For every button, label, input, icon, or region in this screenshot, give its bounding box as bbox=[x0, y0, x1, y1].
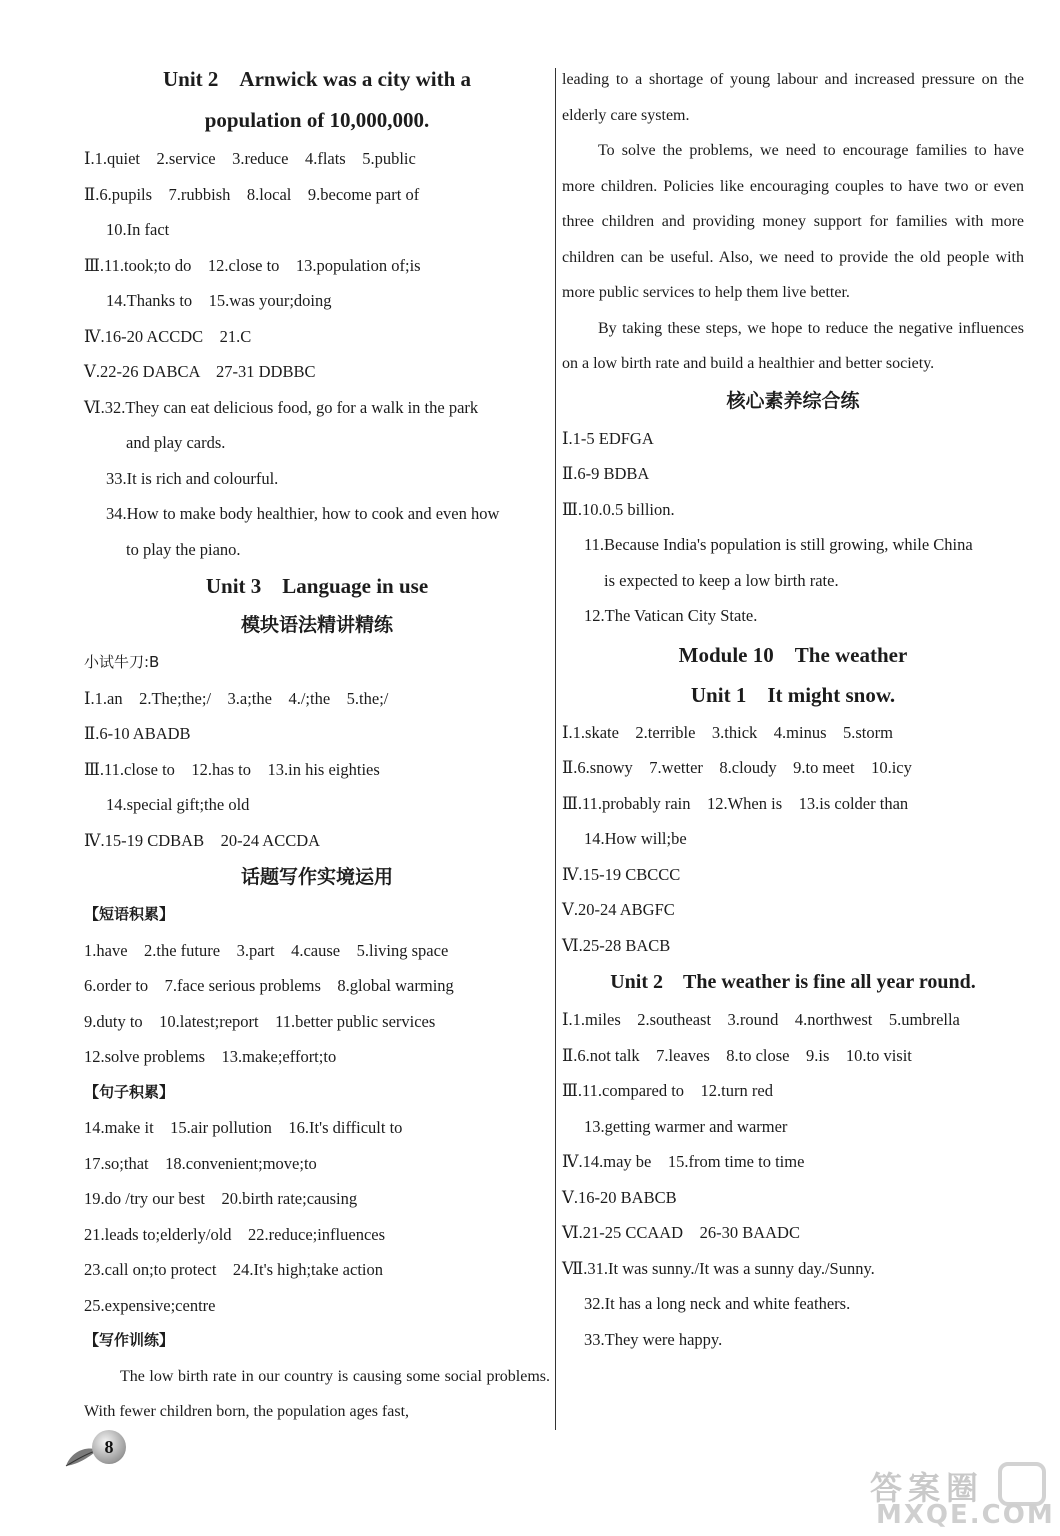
training-heading: 【写作训练】 bbox=[84, 1331, 175, 1349]
answer-line: 14.How will;be bbox=[584, 829, 687, 848]
answer-line: Ⅴ.20-24 ABGFC bbox=[562, 900, 675, 919]
grammar-section-title: 模块语法精讲精练 bbox=[240, 614, 393, 636]
answer-line: 25.expensive;centre bbox=[84, 1295, 216, 1315]
answer-line: 21.leads to;elderly/old 22.reduce;influences bbox=[84, 1224, 386, 1244]
answer-line: 33.They were happy. bbox=[584, 1329, 723, 1349]
answer-line: Ⅴ.22-26 DABCA 27-31 DDBBC bbox=[84, 362, 316, 381]
left-column bbox=[84, 60, 550, 1430]
answer-line: 23.call on;to protect 24.It's high;take action bbox=[84, 1260, 383, 1279]
answer-line: Ⅲ.11.compared to 12.turn red bbox=[562, 1081, 773, 1100]
watermark-url: MXQE.COM bbox=[876, 1500, 1055, 1530]
answer-line: 9.duty to 10.latest;report 11.better public services bbox=[84, 1011, 436, 1031]
answer-line: Ⅱ.6-9 BDBA bbox=[562, 464, 650, 483]
answer-line: 34.How to make body healthier, how to cook and even how bbox=[106, 504, 500, 523]
column-divider bbox=[555, 68, 556, 1430]
answer-line: to play the piano. bbox=[126, 539, 241, 559]
unit2-title-line1: Unit 2 Arnwick was a city with a bbox=[163, 67, 471, 91]
answer-line: is expected to keep a low birth rate. bbox=[604, 570, 839, 590]
answer-line: Ⅵ.25-28 BACB bbox=[562, 935, 671, 955]
answer-line: Ⅳ.15-19 CDBAB 20-24 ACCDA bbox=[84, 830, 321, 850]
answer-line: Ⅰ.1.miles 2.southeast 3.round 4.northwest 5.umbrella bbox=[562, 1010, 960, 1029]
answer-line: Ⅱ.6.pupils 7.rubbish 8.local 9.become part of bbox=[84, 184, 420, 204]
answer-line: Ⅵ.32.They can eat delicious food, go for a walk in the park bbox=[84, 397, 479, 417]
answer-line: Ⅱ.6.snowy 7.wetter 8.cloudy 9.to meet 10.icy bbox=[562, 758, 912, 777]
answer-line: 19.do /try our best 20.birth rate;causing bbox=[84, 1189, 358, 1208]
module10-unit2-title: Unit 2 The weather is fine all year round. bbox=[610, 971, 976, 993]
answer-line: 12.The Vatican City State. bbox=[584, 606, 758, 625]
essay-paragraph-1-continued: leading to a shortage of young labour and increased pressure on the elderly care system. bbox=[562, 71, 1024, 124]
answer-line: Ⅵ.21-25 CCAAD 26-30 BAADC bbox=[562, 1223, 800, 1242]
answer-line: Ⅲ.11.close to 12.has to 13.in his eighties bbox=[84, 759, 380, 779]
unit2-title-line2: population of 10,000,000. bbox=[204, 108, 430, 132]
answer-line: 11.Because India's population is still growing, while China bbox=[584, 535, 973, 554]
answer-line: 小试牛刀:B bbox=[84, 653, 160, 671]
page-number: 8 bbox=[92, 1430, 126, 1464]
answer-line: Ⅲ.11.took;to do 12.close to 13.population of;is bbox=[84, 255, 421, 275]
answer-line: 10.In fact bbox=[106, 220, 170, 239]
answer-line: Ⅰ.1.skate 2.terrible 3.thick 4.minus 5.storm bbox=[562, 722, 893, 742]
answer-line: Ⅱ.6.not talk 7.leaves 8.to close 9.is 10.to visit bbox=[562, 1045, 912, 1065]
essay-paragraph-2: To solve the problems, we need to encourage families to have more children. Policies like encouraging couples to have two or even three children and providing money support for families with more children can be useful. Also, we need to provide the old people with more public services to help them live better. bbox=[562, 142, 1024, 301]
answer-line: 1.have 2.the future 3.part 4.cause 5.living space bbox=[84, 940, 449, 960]
phrases-heading: 【短语积累】 bbox=[84, 905, 175, 923]
answer-line: 13.getting warmer and warmer bbox=[584, 1116, 788, 1136]
answer-line: 14.make it 15.air pollution 16.It's difficult to bbox=[84, 1118, 403, 1137]
answer-line: Ⅱ.6-10 ABADB bbox=[84, 724, 191, 743]
right-column bbox=[562, 62, 1024, 1357]
sentences-heading: 【句子积累】 bbox=[84, 1082, 175, 1101]
answer-line: Ⅰ.1.an 2.The;the;/ 3.a;the 4./;the 5.the;/ bbox=[84, 688, 389, 708]
module10-unit1-title: Unit 1 It might snow. bbox=[690, 682, 896, 707]
answer-line: Ⅲ.11.probably rain 12.When is 13.is colder than bbox=[562, 793, 909, 813]
answer-line: 14.special gift;the old bbox=[106, 795, 250, 814]
answer-line: Ⅴ.16-20 BABCB bbox=[562, 1187, 677, 1207]
answer-line: Ⅶ.31.It was sunny./It was a sunny day./Sunny. bbox=[562, 1258, 875, 1278]
essay-paragraph-3: By taking these steps, we hope to reduce the negative influences on a low birth rate and build a healthier and better society. bbox=[562, 319, 1024, 372]
core-practice-title: 核心素养综合练 bbox=[726, 389, 860, 412]
essay-paragraph-1: The low birth rate in our country is causing some social problems. With fewer children born, the population ages fast, bbox=[84, 1367, 550, 1420]
answer-line: Ⅳ.14.may be 15.from time to time bbox=[562, 1152, 805, 1171]
answer-line: 17.so;that 18.convenient;move;to bbox=[84, 1153, 317, 1173]
watermark-chars: 答案圈 bbox=[870, 1469, 985, 1507]
answer-line: 6.order to 7.face serious problems 8.global warming bbox=[84, 976, 454, 995]
answer-line: and play cards. bbox=[126, 433, 226, 452]
unit3-title: Unit 3 Language in use bbox=[205, 574, 429, 598]
writing-section-title: 话题写作实境运用 bbox=[240, 866, 393, 888]
answer-line: 33.It is rich and colourful. bbox=[106, 468, 279, 488]
answer-line: Ⅳ.15-19 CBCCC bbox=[562, 864, 681, 884]
answer-line: 32.It has a long neck and white feathers. bbox=[584, 1294, 851, 1313]
answer-line: 14.Thanks to 15.was your;doing bbox=[106, 291, 332, 310]
answer-line: Ⅰ.1.quiet 2.service 3.reduce 4.flats 5.public bbox=[84, 149, 416, 168]
answer-line: Ⅰ.1-5 EDFGA bbox=[562, 428, 654, 448]
answer-line: Ⅲ.10.0.5 billion. bbox=[562, 499, 675, 519]
module10-title: Module 10 The weather bbox=[678, 642, 908, 667]
answer-line: Ⅳ.16-20 ACCDC 21.C bbox=[84, 326, 252, 346]
answer-line: 12.solve problems 13.make;effort;to bbox=[84, 1047, 337, 1066]
